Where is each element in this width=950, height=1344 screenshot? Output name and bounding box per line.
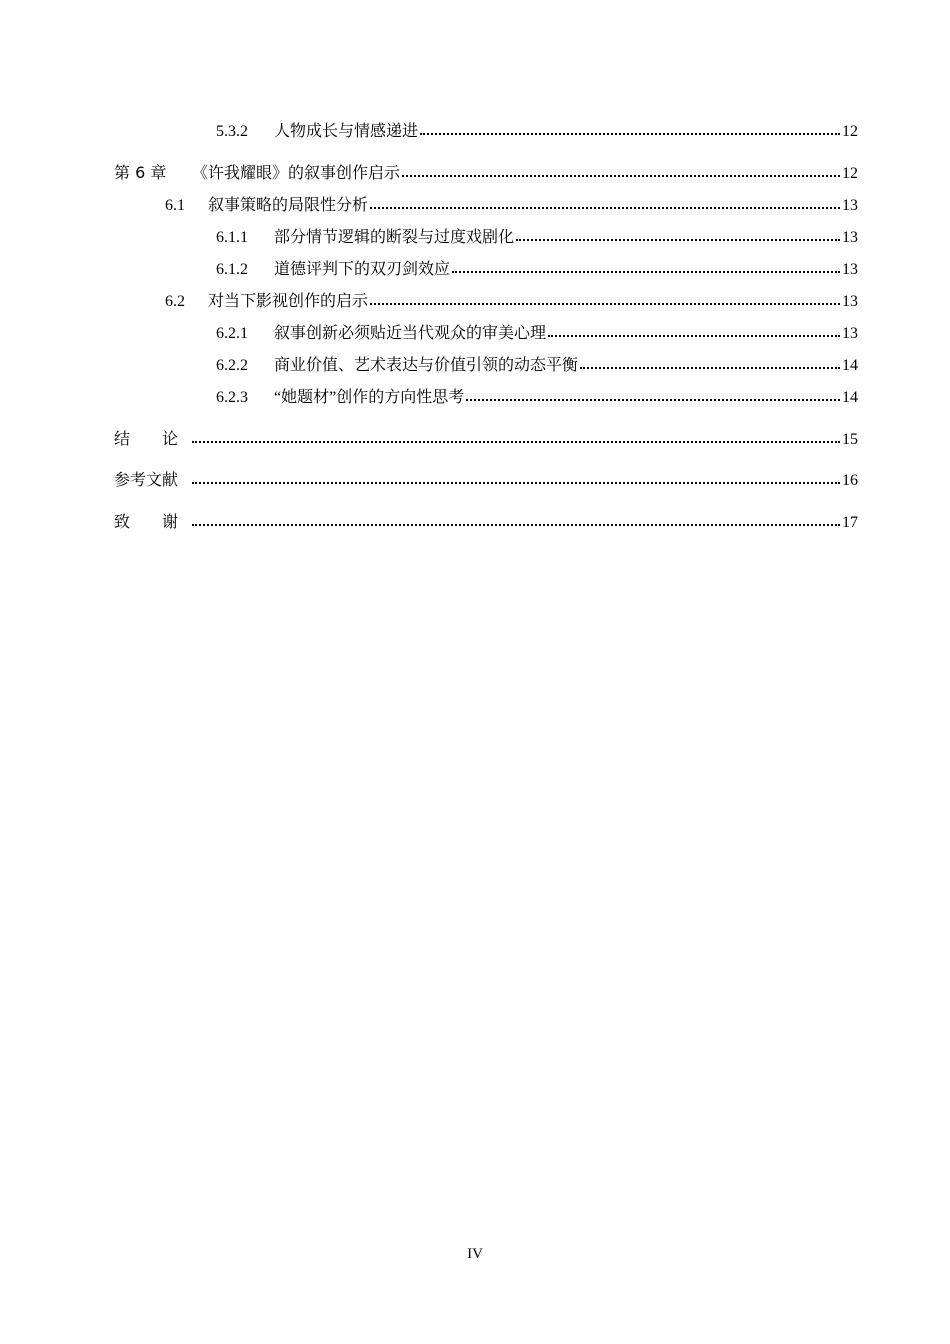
toc-entry-number: 6.1.2 bbox=[216, 261, 248, 278]
toc-entry-title: 叙事创新必须贴近当代观众的审美心理 bbox=[274, 325, 547, 342]
toc-entry-title: 人物成长与情感递进 bbox=[274, 123, 419, 140]
toc-entry[interactable] bbox=[216, 388, 858, 408]
toc-entry-page: 13 bbox=[842, 229, 858, 246]
toc-entry[interactable] bbox=[165, 196, 858, 216]
toc-entry-title: 致 谢 bbox=[114, 512, 179, 531]
toc-entry-title: 道德评判下的双刃剑效应 bbox=[274, 261, 451, 278]
dot-leader bbox=[192, 430, 840, 444]
toc-entry-page: 17 bbox=[842, 514, 858, 531]
toc-entry[interactable] bbox=[216, 324, 858, 344]
toc-chapter-entry[interactable] bbox=[114, 163, 858, 184]
dot-leader bbox=[402, 164, 840, 178]
toc-entry-page: 14 bbox=[842, 357, 858, 374]
dot-leader bbox=[420, 122, 840, 136]
toc-entry-page: 13 bbox=[842, 325, 858, 342]
toc-entry-title: 商业价值、艺术表达与价值引领的动态平衡 bbox=[274, 357, 579, 374]
toc-entry-page: 13 bbox=[842, 197, 858, 214]
toc-entry-page: 12 bbox=[842, 165, 858, 182]
toc-entry-title: 对当下影视创作的启示 bbox=[208, 293, 369, 310]
page-number: IV bbox=[467, 1246, 483, 1262]
toc-entry-title: 《许我耀眼》的叙事创作启示 bbox=[192, 163, 401, 182]
dot-leader bbox=[192, 513, 840, 527]
toc-entry[interactable] bbox=[216, 122, 858, 142]
toc-entry-number: 6.2.3 bbox=[216, 389, 248, 406]
dot-leader bbox=[516, 228, 840, 242]
toc-entry-title: “她题材”创作的方向性思考 bbox=[274, 389, 465, 406]
toc-entry-title: 部分情节逻辑的断裂与过度戏剧化 bbox=[274, 229, 515, 246]
dot-leader bbox=[370, 196, 840, 210]
toc-entry-page: 14 bbox=[842, 389, 858, 406]
toc-entry-page: 16 bbox=[842, 472, 858, 489]
toc-entry[interactable] bbox=[216, 356, 858, 376]
toc-entry[interactable] bbox=[216, 228, 858, 248]
toc-entry[interactable] bbox=[165, 292, 858, 312]
toc-entry-title: 参考文献 bbox=[114, 470, 179, 489]
toc-entry-page: 12 bbox=[842, 123, 858, 140]
dot-leader bbox=[452, 260, 840, 274]
dot-leader bbox=[466, 388, 840, 402]
toc-entry[interactable] bbox=[216, 260, 858, 280]
dot-leader bbox=[580, 356, 840, 370]
toc-chapter-entry[interactable] bbox=[114, 512, 858, 533]
toc-entry-number: 6.1 bbox=[165, 197, 185, 214]
dot-leader bbox=[192, 471, 840, 485]
toc-entry-number: 第 6 章 bbox=[114, 163, 167, 182]
dot-leader bbox=[548, 324, 840, 338]
toc-entry-title: 结 论 bbox=[114, 429, 179, 448]
toc-entry-title: 叙事策略的局限性分析 bbox=[208, 197, 369, 214]
toc-entry-number: 6.2.1 bbox=[216, 325, 248, 342]
toc-entry-number: 6.2 bbox=[165, 293, 185, 310]
toc-entry-page: 13 bbox=[842, 293, 858, 310]
toc-entry-number: 6.1.1 bbox=[216, 229, 248, 246]
toc-entry-number: 6.2.2 bbox=[216, 357, 248, 374]
toc-entry-page: 15 bbox=[842, 431, 858, 448]
toc-chapter-entry[interactable] bbox=[114, 429, 858, 450]
toc-entry-number: 5.3.2 bbox=[216, 123, 248, 140]
toc-entry-page: 13 bbox=[842, 261, 858, 278]
dot-leader bbox=[370, 292, 840, 306]
toc-chapter-entry[interactable] bbox=[114, 470, 858, 491]
